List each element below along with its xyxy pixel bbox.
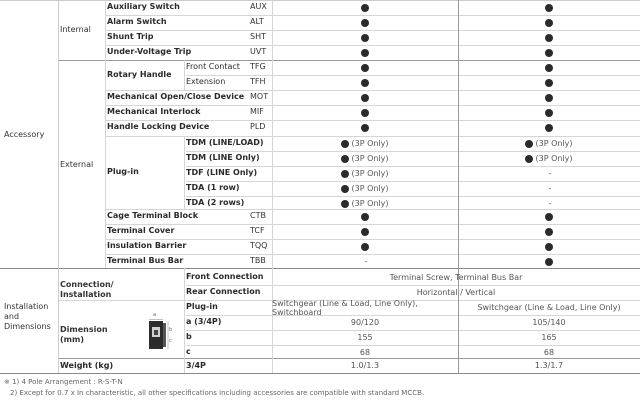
- cell-col-a: [272, 75, 458, 90]
- figure-label-b: b: [169, 327, 173, 333]
- availability-dot-icon: [341, 170, 349, 178]
- group-label-external: External: [60, 160, 94, 169]
- availability-dot-icon: [545, 124, 553, 132]
- installation-row-label: Plug-in: [186, 302, 218, 311]
- cell-col-a: [272, 151, 458, 166]
- row-name: Shunt Trip: [107, 32, 154, 41]
- availability-dot-icon: [545, 4, 553, 12]
- availability-dot-icon: [361, 124, 369, 132]
- cell-text: (3P Only): [535, 154, 573, 163]
- availability-dot-icon: [361, 34, 369, 42]
- availability-dot-icon: [361, 49, 369, 57]
- row-name: TDA (2 rows): [186, 198, 245, 207]
- cell-col-b: [458, 90, 640, 105]
- row-name: TDF (LINE Only): [186, 168, 258, 177]
- cell-text: -: [548, 199, 552, 208]
- row-code: AUX: [250, 2, 267, 11]
- row-code: PLD: [250, 122, 266, 131]
- row-name: Alarm Switch: [107, 17, 167, 26]
- row-code: UVT: [250, 47, 267, 56]
- availability-dot-icon: [545, 49, 553, 57]
- row-name: Handle Locking Device: [107, 122, 210, 131]
- availability-dot-icon: [361, 19, 369, 27]
- availability-dot-icon: [341, 185, 349, 193]
- row-code: CTB: [250, 211, 266, 220]
- row-name: Insulation Barrier: [107, 241, 187, 250]
- cell-text: -: [548, 169, 552, 178]
- figure-label-a: a: [153, 312, 157, 318]
- row-name: Cage Terminal Block: [107, 211, 199, 220]
- row-name: Mechanical Interlock: [107, 107, 201, 116]
- cell-text: (3P Only): [351, 154, 389, 163]
- installation-cell-col-a: 155: [357, 333, 373, 342]
- installation-row-label: b: [186, 332, 192, 341]
- group-label-accessory: Accessory: [4, 130, 45, 139]
- installation-cell-col-b: 105/140: [532, 318, 566, 327]
- row-name: Mechanical Open/Close Device: [107, 92, 245, 101]
- row-name: Terminal Cover: [107, 226, 175, 235]
- group-label-plug-in: Plug-in: [107, 167, 139, 176]
- availability-dot-icon: [361, 109, 369, 117]
- installation-cell-col-a: 90/120: [350, 318, 380, 327]
- row-code: MIF: [250, 107, 264, 116]
- cell-col-a: [272, 0, 458, 15]
- row-code: TCF: [250, 226, 265, 235]
- note-2: 2) Except for 0.7 x In characteristic, all other specifications including accessories are compatible with standard MCCB.: [10, 389, 425, 397]
- cell-col-a: [272, 239, 458, 254]
- column-divider: [105, 0, 106, 268]
- cell-col-a: [272, 60, 458, 75]
- cell-text: (3P Only): [351, 199, 389, 208]
- availability-dot-icon: [545, 243, 553, 251]
- availability-dot-icon: [525, 140, 533, 148]
- availability-dot-icon: [361, 79, 369, 87]
- group-label-internal: Internal: [60, 25, 91, 34]
- cell-col-b: [458, 105, 640, 120]
- installation-cell-col-b: 68: [543, 348, 555, 357]
- row-name: TDA (1 row): [186, 183, 240, 192]
- cell-col-a: [272, 105, 458, 120]
- row-name: Front Contact: [186, 62, 240, 71]
- cell-col-b: [458, 181, 640, 196]
- cell-col-b: [458, 15, 640, 30]
- availability-dot-icon: [545, 258, 553, 266]
- installation-row-label: Front Connection: [186, 272, 264, 281]
- row-name: TDM (LINE/LOAD): [186, 138, 264, 147]
- cell-col-a: [272, 166, 458, 181]
- availability-dot-icon: [545, 79, 553, 87]
- row-code: MOT: [250, 92, 269, 101]
- cell-col-b: [458, 254, 640, 269]
- availability-dot-icon: [361, 243, 369, 251]
- cell-col-b: [458, 0, 640, 15]
- availability-dot-icon: [361, 228, 369, 236]
- cell-col-a: [272, 209, 458, 224]
- row-name: Under-Voltage Trip: [107, 47, 192, 56]
- figure-label-c: c: [169, 338, 172, 344]
- installation-cell-col-a: 68: [359, 348, 371, 357]
- group-label-rotary-handle: Rotary Handle: [107, 70, 172, 79]
- availability-dot-icon: [361, 213, 369, 221]
- breaker-icon: [145, 318, 175, 352]
- installation-row-label: a (3/4P): [186, 317, 222, 326]
- cell-col-b: [458, 120, 640, 135]
- cell-col-b: [458, 166, 640, 181]
- availability-dot-icon: [545, 94, 553, 102]
- cell-col-b: [458, 224, 640, 239]
- row-code: SHT: [250, 32, 266, 41]
- cell-col-b: [458, 239, 640, 254]
- breaker-dimension-figure: [145, 312, 175, 352]
- installation-span-value: Terminal Screw, Terminal Bus Bar: [389, 273, 523, 282]
- group-label-installation: Installation and Dimensions: [4, 302, 51, 331]
- availability-dot-icon: [361, 4, 369, 12]
- row-code: ALT: [250, 17, 264, 26]
- availability-dot-icon: [525, 155, 533, 163]
- cell-col-a: [272, 90, 458, 105]
- row-name: TDM (LINE Only): [186, 153, 260, 162]
- installation-row-label: c: [186, 347, 191, 356]
- cell-col-a: [272, 254, 458, 269]
- cell-text: (3P Only): [351, 169, 389, 178]
- availability-dot-icon: [361, 94, 369, 102]
- cell-text: -: [548, 184, 552, 193]
- cell-col-b: [458, 45, 640, 60]
- column-divider: [184, 268, 185, 373]
- cell-text: -: [364, 257, 368, 266]
- installation-row-label: Rear Connection: [186, 287, 261, 296]
- row-name: Extension: [186, 77, 226, 86]
- cell-text: (3P Only): [351, 139, 389, 148]
- group-label-connection: Connection/ Installation: [60, 280, 114, 299]
- availability-dot-icon: [545, 109, 553, 117]
- cell-col-a: [272, 45, 458, 60]
- cell-col-a: [272, 15, 458, 30]
- cell-col-b: [458, 60, 640, 75]
- column-divider: [184, 136, 185, 209]
- cell-col-a: [272, 136, 458, 151]
- availability-dot-icon: [545, 19, 553, 27]
- weight-col-a: 1.0/1.3: [350, 361, 380, 370]
- cell-col-b: [458, 75, 640, 90]
- row-code: TFH: [250, 77, 266, 86]
- row-name: Auxiliary Switch: [107, 2, 180, 11]
- installation-cell-col-a: Switchgear (Line & Load, Line Only), Switchboard: [272, 298, 418, 317]
- installation-span-value: Horizontal / Vertical: [416, 288, 496, 297]
- installation-cell-col-b: 165: [541, 333, 557, 342]
- note-1: ※ 1) 4 Pole Arrangement : R-S-T-N: [4, 378, 123, 386]
- weight-sub-label: 3/4P: [186, 361, 206, 370]
- availability-dot-icon: [545, 34, 553, 42]
- row-divider: [0, 373, 640, 374]
- cell-col-b: [458, 136, 640, 151]
- cell-col-a: [272, 120, 458, 135]
- availability-dot-icon: [341, 140, 349, 148]
- cell-col-a: [272, 181, 458, 196]
- cell-col-a: [272, 30, 458, 45]
- cell-col-b: [458, 151, 640, 166]
- column-divider: [184, 60, 185, 90]
- column-divider: [58, 0, 59, 373]
- row-code: TBB: [250, 256, 266, 265]
- cell-col-b: [458, 30, 640, 45]
- weight-col-b: 1.3/1.7: [534, 361, 564, 370]
- row-code: TFG: [250, 62, 266, 71]
- cell-text: (3P Only): [351, 184, 389, 193]
- cell-text: (3P Only): [535, 139, 573, 148]
- group-label-dimension: Dimension (mm): [60, 325, 108, 344]
- availability-dot-icon: [341, 155, 349, 163]
- availability-dot-icon: [361, 64, 369, 72]
- cell-col-b: [458, 209, 640, 224]
- availability-dot-icon: [545, 213, 553, 221]
- availability-dot-icon: [341, 200, 349, 208]
- availability-dot-icon: [545, 64, 553, 72]
- row-code: TQQ: [250, 241, 268, 250]
- availability-dot-icon: [545, 228, 553, 236]
- installation-cell-col-b: Switchgear (Line & Load, Line Only): [477, 303, 621, 312]
- weight-label: Weight (kg): [60, 361, 114, 370]
- cell-col-a: [272, 224, 458, 239]
- row-name: Terminal Bus Bar: [107, 256, 184, 265]
